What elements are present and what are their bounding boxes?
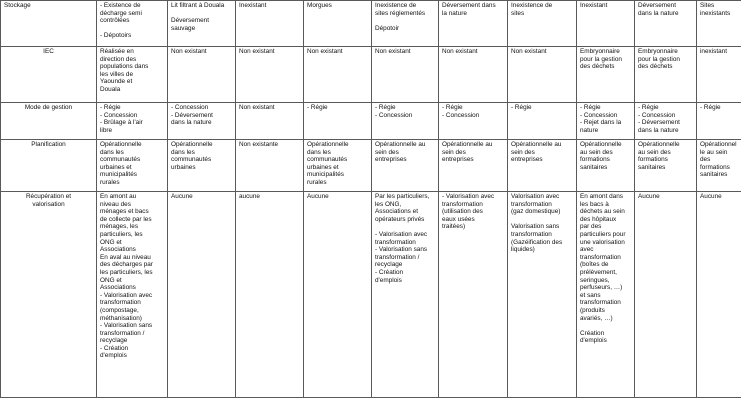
table-cell: Opérationnelle au sein des formations sanitaires: [577, 140, 635, 192]
table-cell: inexistant: [697, 47, 741, 103]
table-cell: aucune: [236, 192, 304, 398]
table-cell: Aucune: [635, 192, 697, 398]
table-cell: Non existant: [439, 47, 508, 103]
table-row: [1, 103, 741, 140]
table-cell: Morgues: [304, 1, 372, 47]
table-cell: Valorisation avec transformation (gaz domestique) Valorisation sans transformation (Gazéification des liquides): [508, 192, 577, 398]
table-cell: - Régie: [508, 103, 577, 140]
table-cell: Aucune: [304, 192, 372, 398]
table-cell: - Régie - Concession - Rejet dans la nature: [577, 103, 635, 140]
row-label-iec: IEC: [1, 47, 97, 103]
table-cell: Non existant: [372, 47, 439, 103]
table-cell: Non existant: [508, 47, 577, 103]
table-cell: Opérationnelle au sein des formations sanitaires: [635, 140, 697, 192]
table-cell: Opérationnelle dans les communautés urbaines et municipalités rurales: [304, 140, 372, 192]
row-label-planification: Planification: [1, 140, 97, 192]
table-cell: Opérationnelle dans les communautés urbaines et municipalités rurales: [97, 140, 168, 192]
table-cell: En amont au niveau des ménages et bacs de collecte par les ménages, les particuliers, les ONG et Associations En aval au niveau des décharges par les particuliers, les ONG et Associations - Valorisation avec transformation (compostage, méthanisation) - Valorisation sans transformation / recyclage - Création d'emplois: [97, 192, 168, 398]
table-cell: Déversement dans la nature: [439, 1, 508, 47]
table-cell: - Existence de décharge semi contrôlées - Dépotoirs: [97, 1, 168, 47]
table-cell: Inexistant: [577, 1, 635, 47]
table-cell: Opérationnelle au sein des entreprises: [372, 140, 439, 192]
table-cell: - Régie - Concession - Brûlage à l'air libre: [97, 103, 168, 140]
table-cell: Par les particuliers, les ONG, Associations et opérateurs privés - Valorisation avec transformation - Valorisation sans transformation / recyclage - Création d'emplois: [372, 192, 439, 398]
table-cell: Déversement dans la nature: [635, 1, 697, 47]
table-cell: - Régie - Concession: [439, 103, 508, 140]
table-cell: Opérationnel le au sein des formations sanitaires: [697, 140, 741, 192]
table-row: [1, 47, 741, 103]
table-cell: - Régie - Concession - Déversement dans la nature: [635, 103, 697, 140]
table-cell: Inexistence de sites: [508, 1, 577, 47]
table-cell: Non existante: [236, 140, 304, 192]
table-cell: Embryonnaire pour la gestion des déchets: [577, 47, 635, 103]
table-cell: - Concession - Déversement dans la nature: [168, 103, 236, 140]
table-cell: - Régie: [697, 103, 741, 140]
table-cell: Opérationnelle au sein des entreprises: [508, 140, 577, 192]
table-cell: Non existant: [304, 47, 372, 103]
table-row: [1, 140, 741, 192]
table-cell: Aucune: [168, 192, 236, 398]
row-label-recuperation-valorisation: Récupération et valorisation: [1, 192, 97, 398]
table-cell: Non existant: [236, 47, 304, 103]
table-cell: Non existant: [168, 47, 236, 103]
row-label-mode-de-gestion: Mode de gestion: [1, 103, 97, 140]
table-cell: Sites inexistants: [697, 1, 741, 47]
table-cell: Réalisée en direction des populations dans les villes de Yaounde et Douala: [97, 47, 168, 103]
table-cell: - Valorisation avec transformation (utilisation des eaux usées traitées): [439, 192, 508, 398]
table-row: [1, 1, 741, 47]
table-cell: Non existant: [236, 103, 304, 140]
table-cell: Opérationnelle dans les communautés urbaines: [168, 140, 236, 192]
row-label-stockage: Stockage: [1, 1, 97, 47]
table-cell: En amont dans les bacs à déchets au sein des hôpitaux par des particuliers pour une valorisation avec transformation (boîtes de prélèvement, seringues, perfuseurs, …) et sans transformation (produits avariés, …) Création d'emplois: [577, 192, 635, 398]
table-cell: Inexistant: [236, 1, 304, 47]
table-cell: Aucune: [697, 192, 741, 398]
table-cell: Inexistence de sites réglementés Dépotoir: [372, 1, 439, 47]
table-cell: Lit filtrant à Douala Déversement sauvage: [168, 1, 236, 47]
table-cell: - Régie: [304, 103, 372, 140]
table-cell: - Régie - Concession: [372, 103, 439, 140]
table-cell: Embryonnaire pour la gestion des déchets: [635, 47, 697, 103]
table-cell: Opérationnelle au sein des entreprises: [439, 140, 508, 192]
table-row: [1, 192, 741, 398]
